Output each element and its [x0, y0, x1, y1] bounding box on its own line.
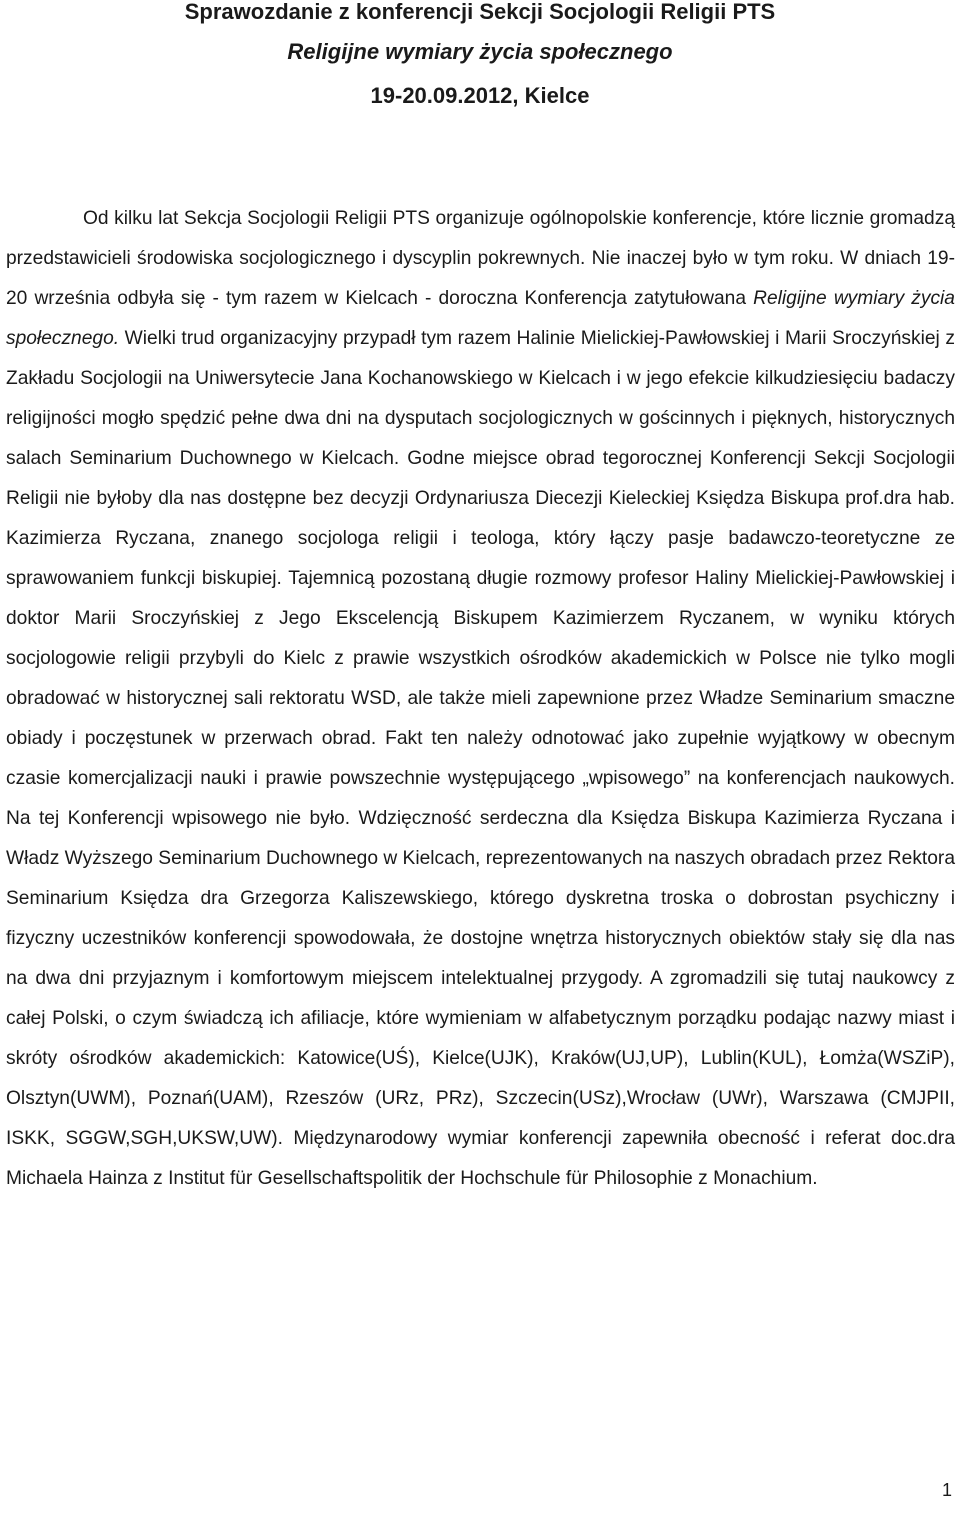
paragraph-text-part: Od kilku lat Sekcja Socjologii Religii PTS organizuje ogólnopolskie konferencje, które licznie gromadzą przedstawicieli środowiska socjologicznego i dyscyplin pokrewnych. Nie inaczej było w tym roku. W dniach 19-20 września odbyła się - tym razem w Kielcach - doroczna Konferencja zatytułowana	[6, 208, 955, 309]
report-paragraph	[6, 199, 955, 1199]
conference-theme-inline: Religijne wymiary życia społecznego.	[6, 288, 955, 349]
document-title: Sprawozdanie z konferencji Sekcji Socjologii Religii PTS	[184, 0, 776, 24]
conference-theme: Religijne wymiary życia społecznego	[287, 39, 673, 64]
conference-date-place: 19-20.09.2012, Kielce	[370, 83, 590, 108]
page-number: 1	[941, 1480, 952, 1500]
paragraph-text-part: Wielki trud organizacyjny przypadł tym razem Halinie Mielickiej-Pawłowskiej i Marii Sroczyńskiej z Zakładu Socjologii na Uniwersytecie Jana Kochanowskiego w Kielcach i w jego efekcie kilkudziesięciu badaczy religijności mogło spędzić pełne dwa dni na dysputach socjologicznych w gościnnych i pięknych, historycznych salach Seminarium Duchownego w Kielcach. Godne miejsce obrad tegorocznej Konferencji Sekcji Socjologii Religii nie byłoby dla nas dostępne bez decyzji Ordynariusza Diecezji Kieleckiej Księdza Biskupa prof.dra hab. Kazimierza Ryczana, znanego socjologa religii i teologa, który łączy pasje badawczo-teoretyczne ze sprawowaniem funkcji biskupiej. Tajemnicą pozostaną długie rozmowy profesor Haliny Mielickiej-Pawłowskiej i doktor Marii Sroczyńskiej z Jego Ekscelencją Biskupem Kazimierzem Ryczanem, w wyniku których socjologowie religii przybyli do Kielc z prawie wszystkich ośrodków akademickich w Polsce nie tylko mogli obradować w historycznej sali rektoratu WSD, ale także mieli zapewnione przez Władze Seminarium smaczne obiady i poczęstunek w przerwach obrad. Fakt ten należy odnotować jako zupełnie wyjątkowy w obecnym czasie komercjalizacji nauki i prawie powszechnie występującego „wpisowego” na konferencjach naukowych. Na tej Konferencji wpisowego nie było. Wdzięczność serdeczna dla Księdza Biskupa Kazimierza Ryczana i Władz Wyższego Seminarium Duchownego w Kielcach, reprezentowanych na naszych obradach przez Rektora Seminarium Księdza dra Grzegorza Kaliszewskiego, którego dyskretna troska o dobrostan psychiczny i fizyczny uczestników konferencji spowodowała, że dostojne wnętrza historycznych obiektów stały się dla nas na dwa dni przyjaznym i komfortowym miejscem intelektualnej przygody. A zgromadzili się tutaj naukowcy z całej Polski, o czym świadczą ich afiliacje, które wymieniam w alfabetycznym porządku podając nazwy miast i skróty ośrodków akademickich: Katowice(UŚ), Kielce(UJK), Kraków(UJ,UP), Lublin(KUL), Łomża(WSZiP), Olsztyn(UWM), Poznań(UAM), Rzeszów (URz, PRz), Szczecin(USz),Wrocław (UWr), Warszawa (CMJPII, ISKK, SGGW,SGH,UKSW,UW). Międzynarodowy wymiar konferencji zapewniła obecność i referat doc.dra Michaela Hainza z Institut für Gesellschaftspolitik der Hochschule für Philosophie z Monachium.	[6, 328, 955, 1189]
